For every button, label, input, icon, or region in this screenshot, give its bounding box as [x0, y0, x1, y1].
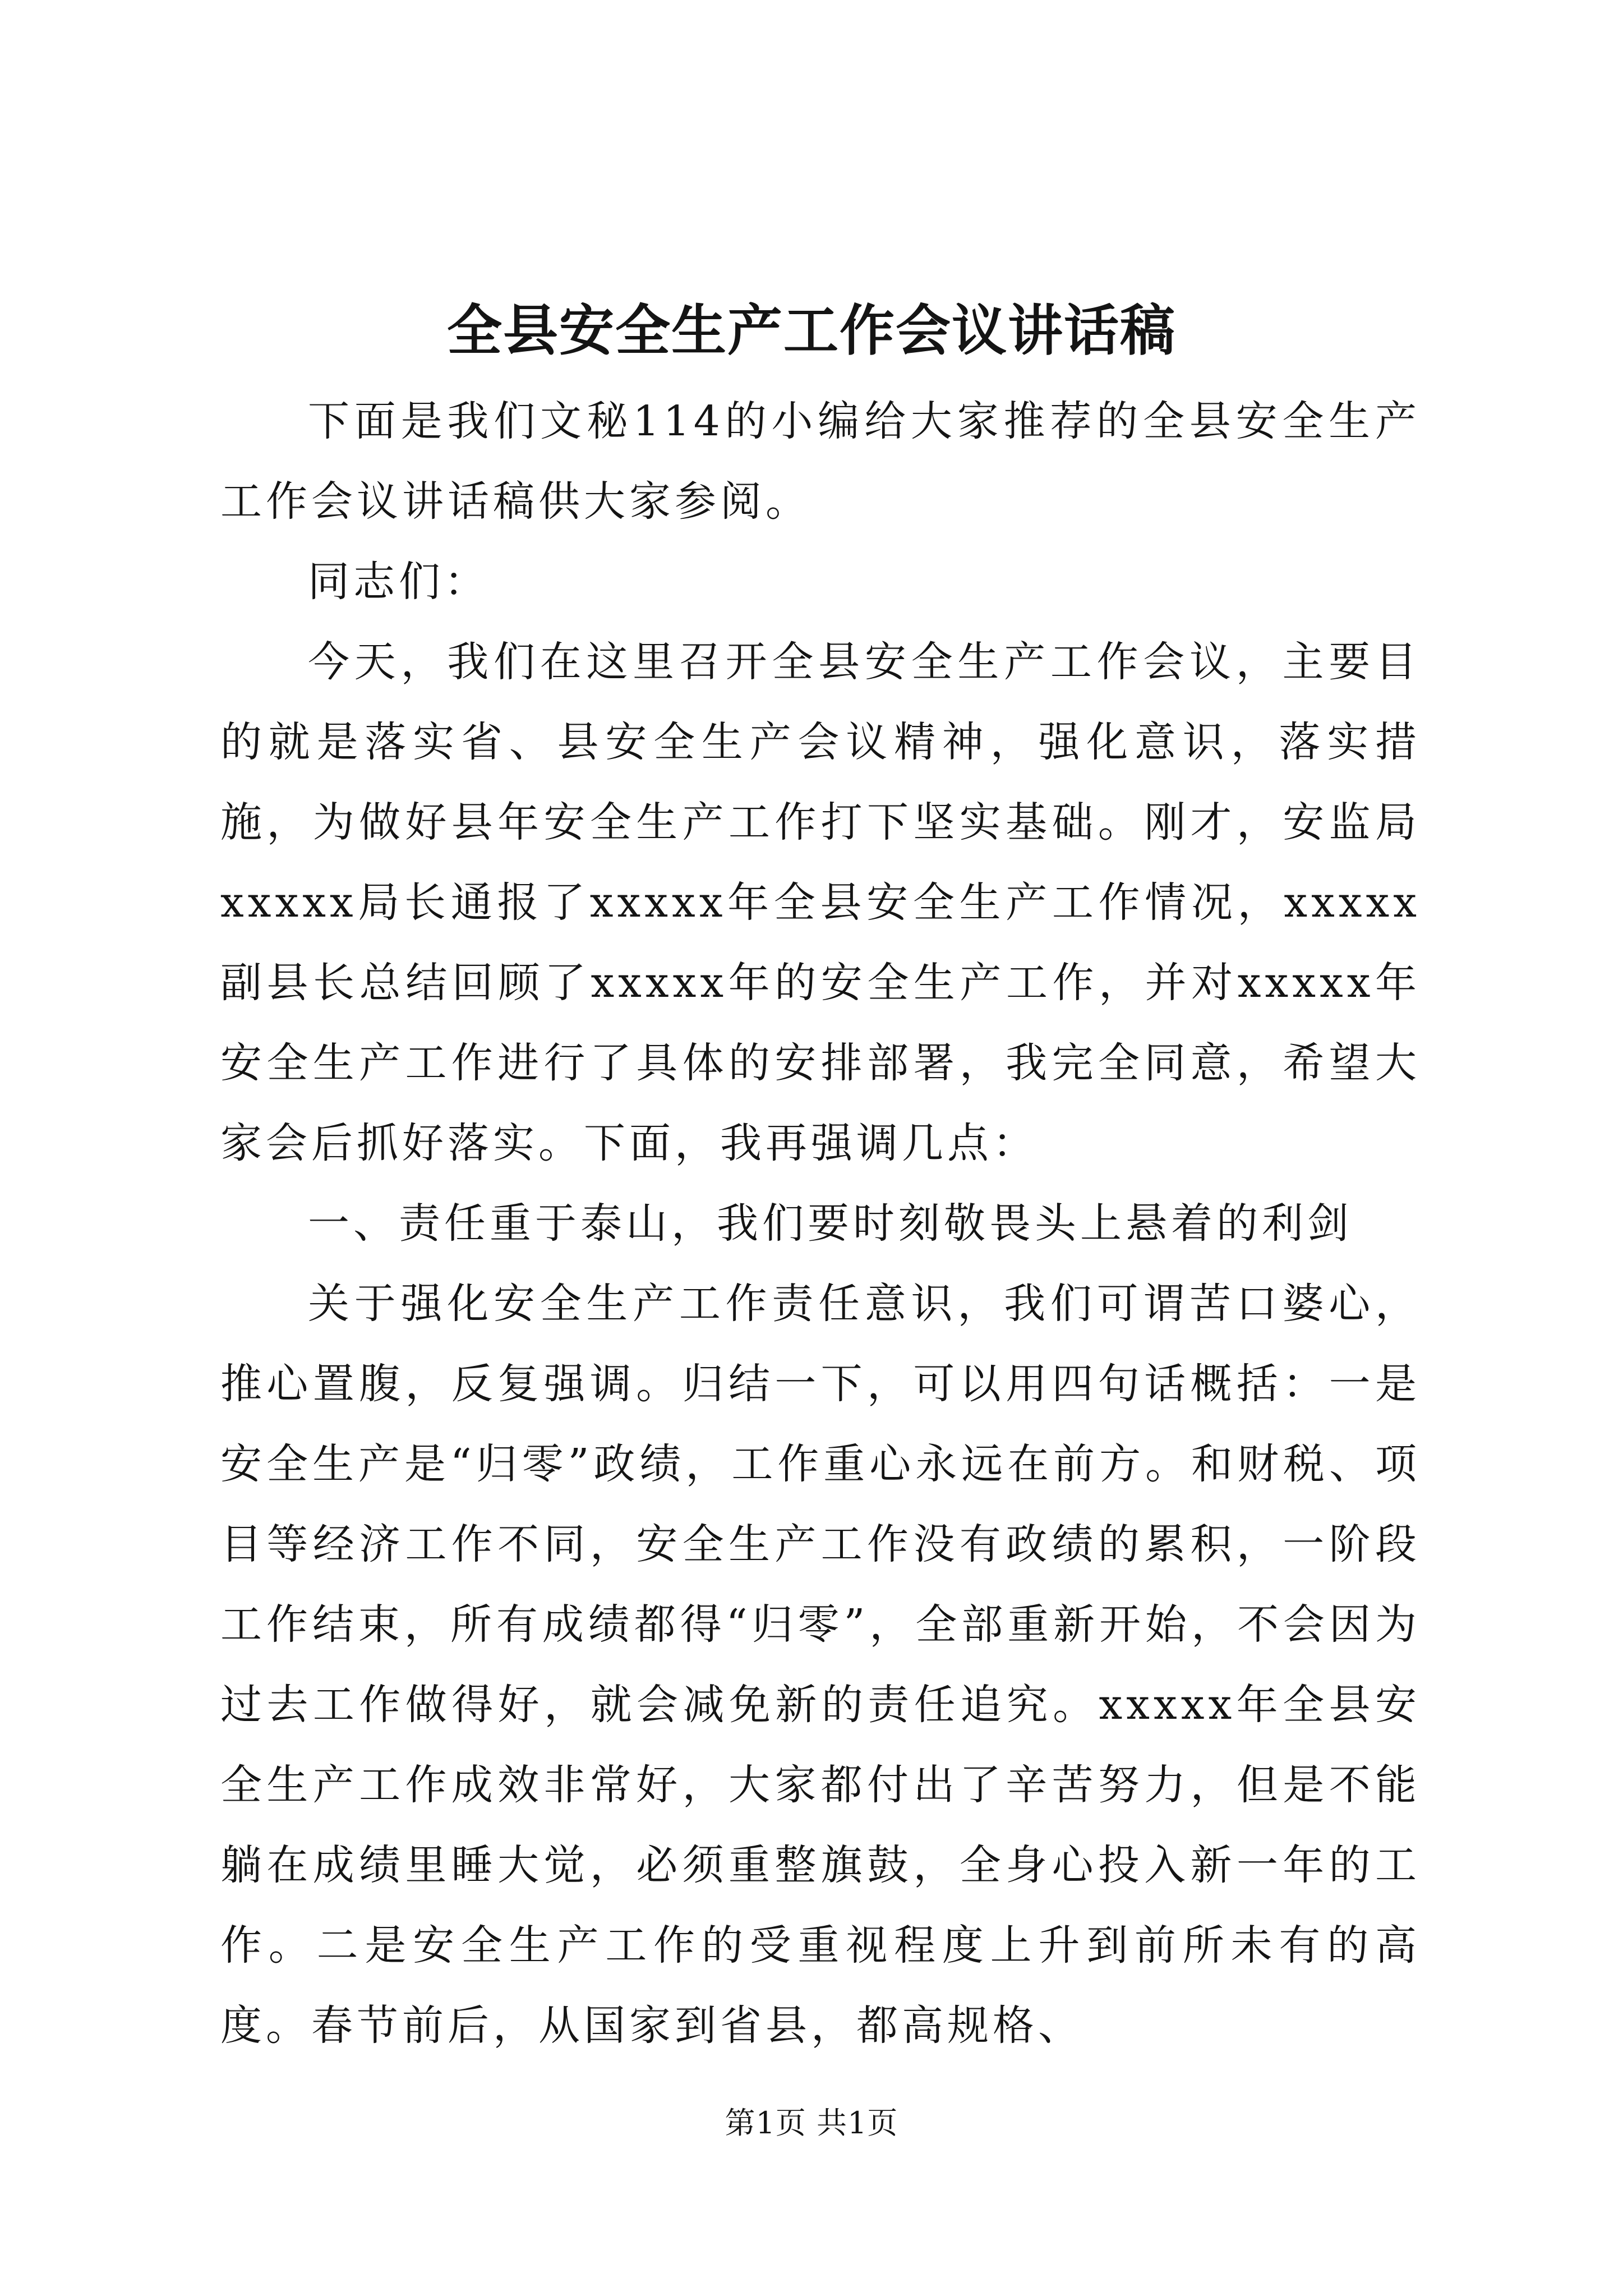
paragraph-salutation: 同志们： — [308, 558, 490, 606]
section-heading-1: 一、责任重于泰山，我们要时刻敬畏头上悬着的利剑 — [308, 1199, 1353, 1248]
paragraph-opening: 今天，我们在这里召开全县安全生产工作会议，主要目的就是落实省、县安全生产会议精神，强化意识，落实措施，为做好县年安全生产工作打下坚实基础。刚才，安监局xxxxx局长通报了xxxxx年全县安全生产工作情况，xxxxx副县长总结回顾了xxxxx年的安全生产工作，并对xxxxx年安全生产工作进行了具体的安排部署，我完全同意，希望大家会后抓好落实。下面，我再强调几点： — [220, 638, 1421, 1167]
document-title: 全县安全生产工作会议讲话稿 — [446, 298, 1176, 363]
paragraph-intro: 下面是我们文秘114的小编给大家推荐的全县安全生产工作会议讲话稿供大家参阅。 — [220, 397, 1421, 526]
paragraph-responsibility: 关于强化安全生产工作责任意识，我们可谓苦口婆心，推心置腹，反复强调。归结一下，可以用四句话概括：一是安全生产是“归零”政绩，工作重心永远在前方。和财税、项目等经济工作不同，安全生产工作没有政绩的累积，一阶段工作结束，所有成绩都得“归零”，全部重新开始，不会因为过去工作做得好，就会减免新的责任追究。xxxxx年全县安全生产工作成效非常好，大家都付出了辛苦努力，但是不能躺在成绩里睡大觉，必须重整旗鼓，全身心投入新一年的工作。二是安全生产工作的受重视程度上升到前所未有的高度。春节前后，从国家到省县，都高规格、 — [220, 1280, 1421, 2050]
page-footer: 第1页 共1页 — [725, 2105, 898, 2141]
document-body — [220, 381, 1421, 2066]
